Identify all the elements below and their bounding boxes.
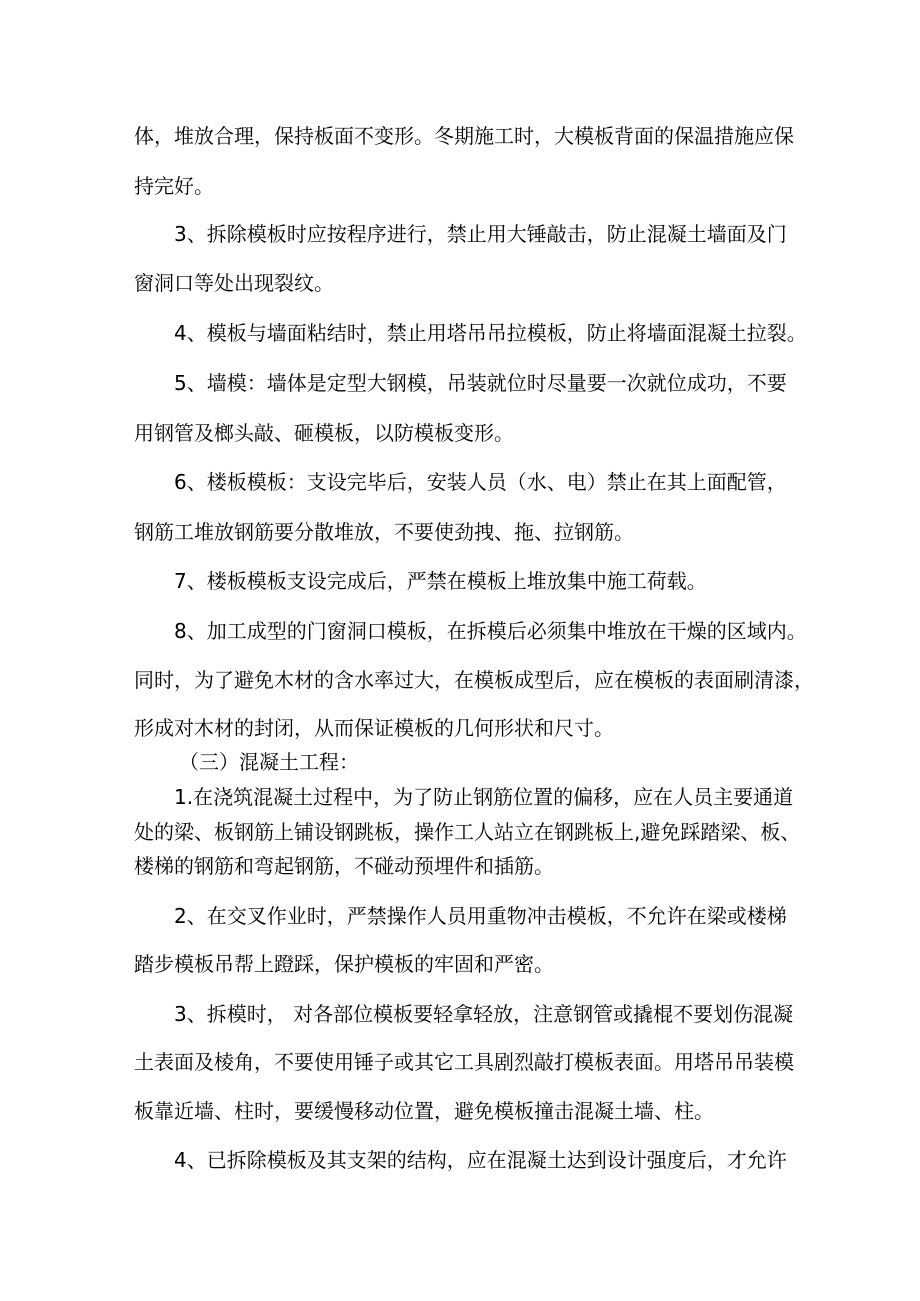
text-line: 用钢管及榔头敲、砸模板，以防模板变形。	[134, 421, 514, 445]
text-line: 5、墙模：墙体是定型大钢模，吊装就位时尽量要一次就位成功，不要	[174, 371, 787, 395]
text-line: 踏步模板吊帮上蹬踩，保护模板的牢固和严密。	[134, 952, 554, 976]
text-line: 处的梁、板钢筋上铺设钢跳板，操作工人站立在钢跳板上,避免踩踏梁、板、	[134, 820, 801, 844]
text-line: 4、已拆除模板及其支架的结构，应在混凝土达到设计强度后，才允许	[174, 1148, 787, 1172]
text-line: 2、在交叉作业时，严禁操作人员用重物冲击模板，不允许在梁或楼梯	[174, 904, 787, 928]
text-line: 6、楼板模板：支设完毕后，安装人员（水、电）禁止在其上面配管，	[174, 470, 787, 494]
text-line: 板靠近墙、柱时，要缓慢移动位置，避免模板撞击混凝土墙、柱。	[134, 1099, 714, 1123]
section-heading: （三）混凝土工程：	[179, 750, 359, 774]
text-line: 窗洞口等处出现裂纹。	[134, 271, 334, 295]
text-line: 楼梯的钢筋和弯起钢筋，不碰动预埋件和插筋。	[134, 854, 554, 878]
text-line: 形成对木材的封闭，从而保证模板的几何形状和尺寸。	[134, 716, 614, 740]
text-line: 3、拆除模板时应按程序进行，禁止用大锤敲击，防止混凝土墙面及门	[174, 222, 787, 246]
text-line: 持完好。	[134, 174, 214, 198]
text-line: 7、楼板模板支设完成后，严禁在模板上堆放集中施工荷载。	[174, 569, 707, 593]
text-line: 同时，为了避免木材的含水率过大，在模板成型后，应在模板的表面刷清漆，	[134, 668, 814, 692]
text-line: 体，堆放合理，保持板面不变形。冬期施工时，大模板背面的保温措施应保	[134, 124, 794, 148]
text-line: 8、加工成型的门窗洞口模板，在拆模后必须集中堆放在干燥的区域内。	[174, 619, 807, 643]
text-line: 4、模板与墙面粘结时，禁止用塔吊吊拉模板，防止将墙面混凝土拉裂。	[174, 321, 807, 345]
text-line: 1.在浇筑混凝土过程中，为了防止钢筋位置的偏移，应在人员主要通道	[174, 785, 794, 809]
text-line: 钢筋工堆放钢筋要分散堆放，不要使劲拽、拖、拉钢筋。	[134, 520, 634, 544]
text-line: 土表面及棱角，不要使用锤子或其它工具剧烈敲打模板表面。用塔吊吊装模	[134, 1050, 794, 1074]
text-line: 3、拆模时， 对各部位模板要轻拿轻放，注意钢管或撬棍不要划伤混凝	[174, 1002, 794, 1026]
